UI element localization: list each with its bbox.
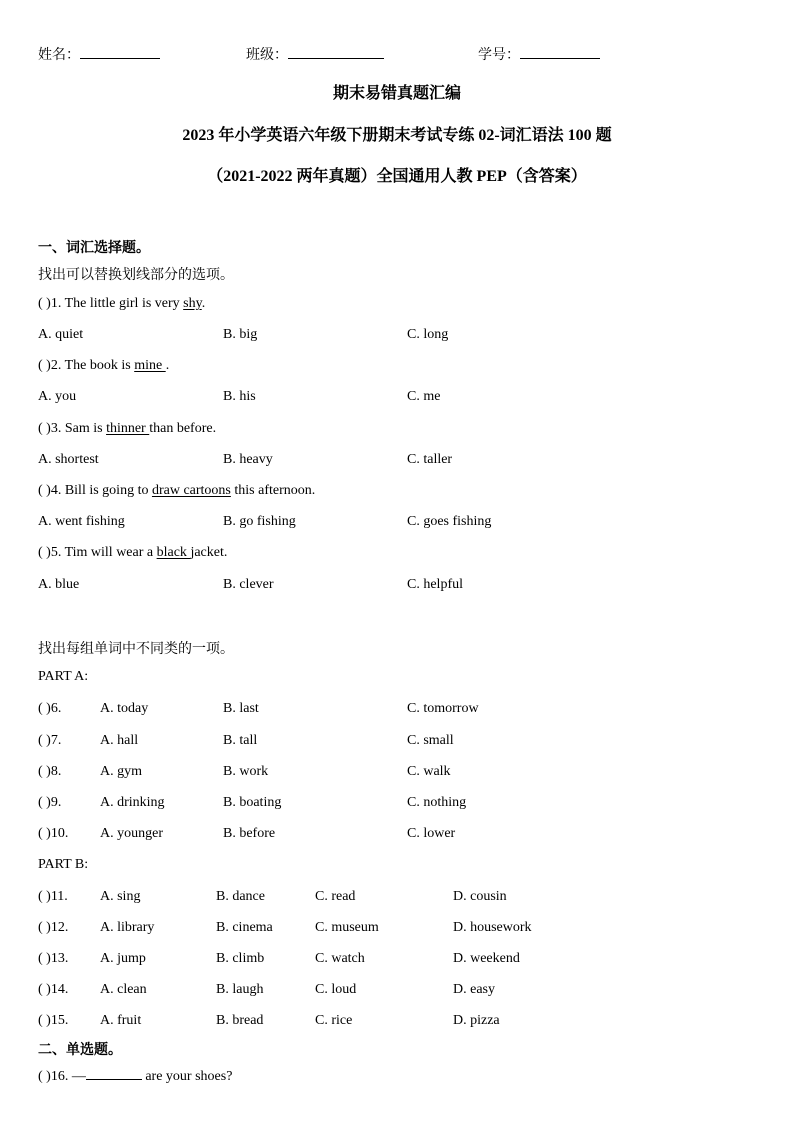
question-text: Tim will wear a [61, 545, 157, 560]
question-number: ( )15. [38, 1013, 69, 1028]
option-c[interactable]: C. tomorrow [407, 701, 479, 716]
question-text-end: than before. [149, 421, 217, 436]
question-number: ( )3. [38, 421, 62, 436]
option-b[interactable]: B. climb [216, 951, 265, 966]
student-id-blank[interactable] [520, 44, 600, 59]
question-number: ( )12. [38, 920, 69, 935]
option-a[interactable]: A. drinking [100, 795, 165, 810]
name-blank[interactable] [80, 44, 160, 59]
question-row [38, 358, 169, 378]
option-c[interactable]: C. long [407, 327, 449, 342]
part-a-label: PART A: [38, 669, 89, 684]
part-b-label: PART B: [38, 857, 89, 872]
option-d[interactable]: D. housework [453, 920, 532, 935]
underlined-word: mine [134, 358, 166, 373]
student-id-label: 学号： [478, 48, 520, 63]
option-b[interactable]: B. tall [223, 733, 258, 748]
option-a[interactable]: A. sing [100, 889, 141, 904]
option-c[interactable]: C. read [315, 889, 356, 904]
option-a[interactable]: A. today [100, 701, 149, 716]
option-a[interactable]: A. hall [100, 733, 139, 748]
option-a[interactable]: A. jump [100, 951, 146, 966]
question-row [38, 296, 205, 316]
question-number: ( )8. [38, 764, 62, 779]
option-c[interactable]: C. museum [315, 920, 379, 935]
question-number: ( )1. [38, 296, 62, 311]
question-text-end: . [165, 358, 170, 373]
option-c[interactable]: C. taller [407, 452, 453, 467]
option-a[interactable]: A. blue [38, 577, 80, 592]
option-a[interactable]: A. you [38, 389, 77, 404]
question-number: ( )9. [38, 795, 62, 810]
odd-one-out-instruction: 找出每组单词中不同类的一项。 [38, 642, 234, 657]
section-1-heading: 一、词汇选择题。 [38, 241, 150, 256]
question-number: ( )2. [38, 358, 62, 373]
option-c[interactable]: C. rice [315, 1013, 353, 1028]
option-b[interactable]: B. cinema [216, 920, 273, 935]
option-c[interactable]: C. small [407, 733, 454, 748]
question-number: ( )6. [38, 701, 62, 716]
option-c[interactable]: C. goes fishing [407, 514, 492, 529]
question-number: ( )16. [38, 1069, 69, 1084]
option-c[interactable]: C. helpful [407, 577, 463, 592]
question-number: ( )4. [38, 483, 62, 498]
option-b[interactable]: B. boating [223, 795, 282, 810]
underlined-word: thinner [106, 421, 150, 436]
name-field [38, 44, 160, 64]
question-number: ( )11. [38, 889, 68, 904]
title-line-1: 期末易错真题汇编 [332, 85, 461, 102]
class-label: 班级： [246, 48, 288, 63]
option-c[interactable]: C. walk [407, 764, 451, 779]
question-text-end: . [201, 296, 206, 311]
question-text: Sam is [61, 421, 107, 436]
option-c[interactable]: C. loud [315, 982, 357, 997]
underlined-word: black [156, 545, 191, 560]
class-field [246, 44, 384, 64]
option-c[interactable]: C. me [407, 389, 441, 404]
question-number: ( )13. [38, 951, 69, 966]
option-c[interactable]: C. lower [407, 826, 456, 841]
title-line-3: （2021-2022 两年真题）全国通用人教 PEP（含答案） [207, 168, 587, 185]
option-a[interactable]: A. library [100, 920, 155, 935]
underlined-word: draw cartoons [151, 483, 231, 498]
option-a[interactable]: A. shortest [38, 452, 99, 467]
question-row [38, 1065, 232, 1085]
option-d[interactable]: D. easy [453, 982, 495, 997]
option-b[interactable]: B. heavy [223, 452, 273, 467]
option-c[interactable]: C. nothing [407, 795, 467, 810]
question-row [38, 483, 315, 503]
option-b[interactable]: B. last [223, 701, 259, 716]
option-b[interactable]: B. his [223, 389, 256, 404]
option-d[interactable]: D. weekend [453, 951, 520, 966]
question-number: ( )10. [38, 826, 69, 841]
option-b[interactable]: B. go fishing [223, 514, 296, 529]
option-a[interactable]: A. clean [100, 982, 147, 997]
option-a[interactable]: A. quiet [38, 327, 84, 342]
question-text-end: are your shoes? [141, 1069, 233, 1084]
option-b[interactable]: B. big [223, 327, 258, 342]
option-b[interactable]: B. before [223, 826, 276, 841]
option-a[interactable]: A. fruit [100, 1013, 142, 1028]
option-c[interactable]: C. watch [315, 951, 365, 966]
question-row [38, 545, 227, 565]
underlined-word: shy [183, 296, 202, 311]
option-b[interactable]: B. laugh [216, 982, 264, 997]
option-b[interactable]: B. work [223, 764, 269, 779]
option-b[interactable]: B. clever [223, 577, 274, 592]
name-label: 姓名： [38, 48, 80, 63]
question-text: The book is [61, 358, 135, 373]
question-number: ( )14. [38, 982, 69, 997]
class-blank[interactable] [288, 44, 384, 59]
question-text: — [68, 1069, 86, 1084]
option-d[interactable]: D. pizza [453, 1013, 500, 1028]
question-text-end: jacket. [190, 545, 228, 560]
option-b[interactable]: B. bread [216, 1013, 264, 1028]
option-a[interactable]: A. went fishing [38, 514, 125, 529]
student-id-field [478, 44, 600, 64]
option-a[interactable]: A. younger [100, 826, 163, 841]
section-2-heading: 二、单选题。 [38, 1043, 122, 1058]
question-text-end: this afternoon. [230, 483, 316, 498]
question-number: ( )5. [38, 545, 62, 560]
option-d[interactable]: D. cousin [453, 889, 507, 904]
question-number: ( )7. [38, 733, 62, 748]
title-line-2: 2023 年小学英语六年级下册期末考试专练 02-词汇语法 100 题 [182, 127, 612, 144]
question-text: The little girl is very [61, 296, 184, 311]
question-text: Bill is going to [61, 483, 152, 498]
option-a[interactable]: A. gym [100, 764, 142, 779]
option-b[interactable]: B. dance [216, 889, 265, 904]
answer-blank[interactable] [86, 1065, 142, 1080]
question-row [38, 421, 216, 441]
section-1-instruction: 找出可以替换划线部分的选项。 [38, 268, 234, 283]
